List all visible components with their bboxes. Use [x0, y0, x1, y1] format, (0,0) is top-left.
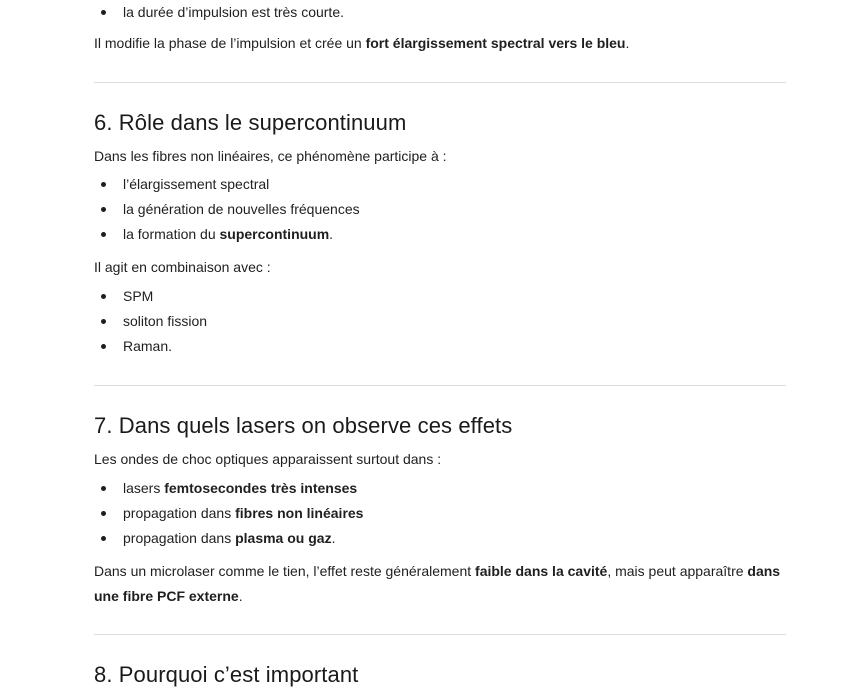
section7-heading: 7. Dans quels lasers on observe ces effets	[94, 413, 513, 438]
list-item: soliton fission	[94, 309, 786, 334]
list-item: lasers femtosecondes très intenses	[94, 476, 786, 501]
divider	[94, 634, 786, 635]
list-item: la génération de nouvelles fréquences	[94, 197, 786, 222]
list-item: la formation du supercontinuum.	[94, 222, 786, 247]
list-item: propagation dans plasma ou gaz.	[94, 526, 786, 551]
list-item: propagation dans fibres non linéaires	[94, 501, 786, 526]
section6-intro: Dans les fibres non linéaires, ce phénomène participe à :	[94, 148, 447, 164]
section7-intro: Les ondes de choc optiques apparaissent surtout dans :	[94, 451, 442, 467]
divider	[94, 385, 786, 386]
section7-list	[94, 476, 786, 551]
section6-heading: 6. Rôle dans le supercontinuum	[94, 110, 407, 135]
section6-list	[94, 172, 786, 247]
section6-combo-list	[94, 284, 786, 359]
list-item: SPM	[94, 284, 786, 309]
section5-list	[94, 0, 786, 25]
section8-heading: 8. Pourquoi c’est important	[94, 662, 359, 687]
list-item: la durée d’impulsion est très courte.	[94, 0, 786, 25]
section6-combo-intro: Il agit en combinaison avec :	[94, 259, 271, 275]
list-item: l’élargissement spectral	[94, 172, 786, 197]
divider	[94, 82, 786, 83]
section7-paragraph: Dans un microlaser comme le tien, l’effet reste généralement faible dans la cavité, mais peut apparaître dans une fibre PCF externe.	[94, 563, 781, 604]
list-item: Raman.	[94, 334, 786, 359]
section5-paragraph: Il modifie la phase de l’impulsion et crée un fort élargissement spectral vers le bleu.	[94, 35, 630, 51]
